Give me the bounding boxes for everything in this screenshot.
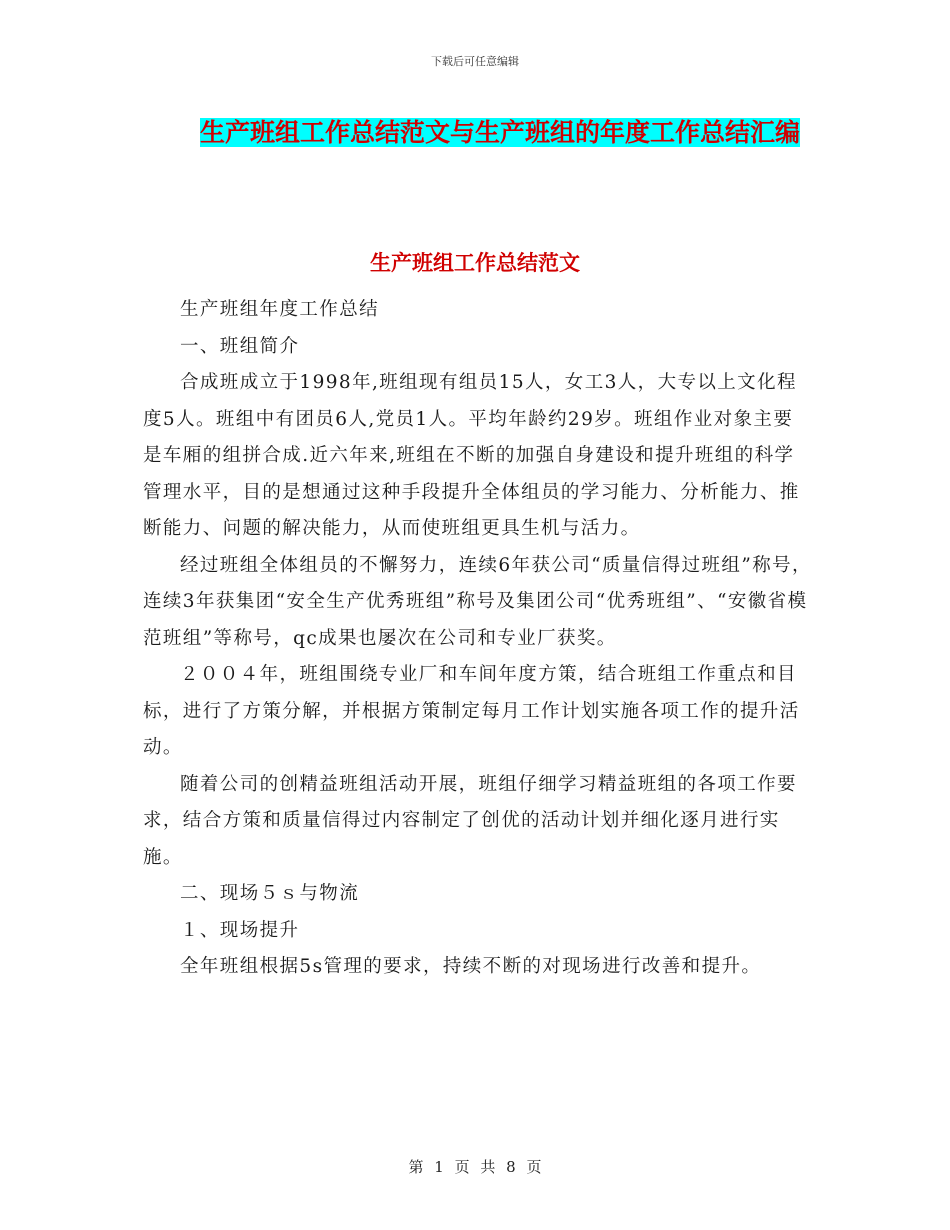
paragraph-5s: 全年班组根据5s管理的要求，持续不断的对现场进行改善和提升。 [180,956,762,977]
paragraph-2004: ２００４年，班组围绕专业厂和车间年度方策，结合班组工作重点和目标，进行了方策分解，并根据方策制定每月工作计划实施各项工作的提升活动。 [143,664,800,758]
paragraph-subheading-1: １、现场提升 [180,919,300,941]
paragraph-heading-1: 一、班组简介 [180,335,300,357]
paragraph-intro: 合成班成立于1998年,班组现有组员15人，女工3人，大专以上文化程度5人。班组中有团员6人,党员1人。平均年龄约29岁。班组作业对象主要是车厢的组拼合成.近六年来,班组在不断的加强自身建设和提升班组的科学管理水平，目的是想通过这种手段提升全体组员的学习能力、分析能力、推断能力、问题的解决能力，从而使班组更具生机与活力。 [143,372,800,539]
document-body [143,292,813,986]
section-title: 生产班组工作总结范文 [370,251,580,275]
paragraph-honors: 经过班组全体组员的不懈努力，连续6年获公司“质量信得过班组”称号，连续3年获集团“安全生产优秀班组”称号及集团公司“优秀班组”、“安徽省模范班组”等称号，qc成果也屡次在公司和专业厂获奖。 [143,554,812,649]
document-title [190,112,810,154]
header-note: 下载后可任意编辑 [431,55,519,68]
page-footer: 第 1 页 共 8 页 [408,1158,542,1176]
paragraph-heading-2: 二、现场５ｓ与物流 [180,883,360,904]
paragraph-subtitle: 生产班组年度工作总结 [180,299,380,320]
paragraph-lean: 随着公司的创精益班组活动开展，班组仔细学习精益班组的各项工作要求，结合方策和质量信得过内容制定了创优的活动计划并细化逐月进行实施。 [143,773,797,868]
document-title-text: 生产班组工作总结范文与生产班组的年度工作总结汇编 [199,118,800,147]
